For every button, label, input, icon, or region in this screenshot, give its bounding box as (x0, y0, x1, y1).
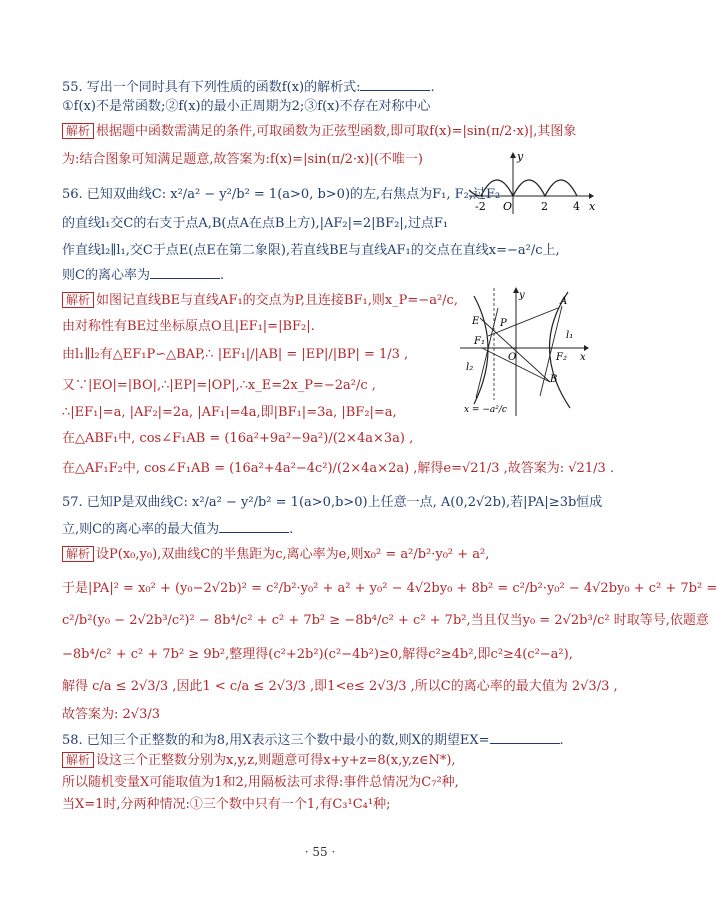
q56-line-3: 作直线l₂∥l₁,交C于点E(点E在第二象限),若直线BE与直线AF₁的交点在直线x=−a²/c上, (62, 243, 560, 258)
q56-solution-line-2: 由对称性有BE过坐标原点O且|EF₁|=|BF₂|. (62, 319, 315, 334)
q57-line-2: 立,则C的离心率的最大值为 . (62, 522, 294, 537)
fig2-label-x: x (580, 352, 586, 363)
answer-blank (360, 78, 430, 91)
fig1-x-label: x (589, 200, 596, 213)
abs-sine-graph-figure (465, 150, 595, 216)
fig1-tick-neg2: -2 (475, 200, 486, 213)
solution-tag: 解析 (62, 292, 94, 308)
q57-solution-line-4: −8b⁴/c² + c² + 7b² ≥ 9b²,整理得(c²+2b²)(c²−4b²)≥0,解得c²≥4b²,即c²≥4(c²−a²), (62, 647, 573, 662)
q56-line-4: 则C的离心率为 . (62, 268, 225, 283)
fig2-label-b: B (550, 374, 558, 385)
q58-solution-line-2: 所以随机变量X可能取值为1和2,用隔板法可求得:事件总情况为C₇²种, (62, 775, 459, 790)
q57-solution-line-5: 解得 c/a ≤ 2√3/3 ,因此1 < c/a ≤ 2√3/3 ,即1<e≤ 2√3/3 ,所以C的离心率的最大值为 2√3/3 , (62, 679, 618, 694)
q56-solution-line-1: 解析 如图记直线BE与直线AF₁的交点为P,且连接BF₁,则x_P=−a²/c, (62, 292, 452, 310)
q57-solution-line-1: 解析 设P(x₀,y₀),双曲线C的半焦距为c,离心率为e,则x₀² = a²/b²·y₀² + a², (62, 546, 622, 564)
solution-tag: 解析 (62, 752, 94, 768)
q56-solution-line-6: 在△ABF₁中, cos∠F₁AB = (16a²+9a²−9a²)/(2×4a×3a) , (62, 431, 414, 446)
answer-blank (150, 266, 220, 279)
q56-solution-line-5: ∴|EF₁|=a, |AF₂|=2a, |AF₁|=4a,即|BF₁|=3a, |BF₂|=a, (62, 405, 397, 420)
q55-line-1: 55. 写出一个同时具有下列性质的函数f(x)的解析式: . (62, 80, 435, 95)
q58-solution-line-3: 当X=1时,分两种情况:①三个数中只有一个1,有C₃¹C₄¹种; (62, 797, 391, 812)
q55-line-2: ①f(x)不是常函数;②f(x)的最小正周期为2;③f(x)不存在对称中心 (62, 99, 431, 114)
fig2-label-l2: l₂ (466, 362, 474, 373)
q56-solution-line-4: 又∵|EO|=|BO|,∴|EP|=|OP|,∴x_E=2x_P=−2a²/c , (62, 378, 376, 393)
q57-solution-line-3: c²/b²(y₀ − 2√2b³/c²)² − 8b⁴/c² + c² + 7b² ≥ −8b⁴/c² + c² + 7b²,当且仅当y₀ = 2√2b³/c² 时取等号,依题意 (62, 613, 709, 628)
hyperbola-figure (458, 286, 590, 420)
fig2-label-f1: F₁ (474, 336, 485, 347)
q56-solution-line-3: 由l₁∥l₂有△EF₁P∽△BAP,∴ |EF₁|/|AB| = |EP|/|BP| = 1/3 , (62, 347, 409, 362)
q57-solution-line-6: 故答案为: 2√3/3 (62, 707, 160, 722)
solution-tag: 解析 (62, 546, 94, 562)
q57-solution-line-2: 于是|PA|² = x₀² + (y₀−2√2b)² = c²/b²·y₀² + a² + y₀² − 4√2by₀ + 8b² = c²/b²·y₀² − 4√2by₀ + c² + 7b² = (62, 581, 717, 596)
answer-blank (490, 731, 560, 744)
solution-tag: 解析 (62, 123, 94, 139)
answer-blank (219, 520, 289, 533)
page-number: · 55 · (304, 845, 336, 859)
q55-solution-line-2: 为:结合图象可知满足题意,故答案为:f(x)=|sin(π/2·x)|(不唯一) (62, 152, 423, 167)
q55-solution-line-1: 解析 根据题中函数需满足的条件,可取函数为正弦型函数,即可取f(x)=|sin(π/2·x)|,其图象 (62, 123, 622, 141)
fig2-label-l1: l₁ (566, 330, 574, 341)
fig1-tick-origin: O (503, 200, 513, 213)
q56-line-1: 56. 已知双曲线C: x²/a² − y²/b² = 1(a>0, b>0)的左,右焦点为F₁, F₂,过F₂ (62, 187, 501, 202)
q57-line-1: 57. 已知P是双曲线C: x²/a² − y²/b² = 1(a>0,b>0)上任意一点, A(0,2√2b),若|PA|≥3b恒成 (62, 495, 603, 510)
fig2-label-y: y (519, 290, 525, 301)
q58-line-1: 58. 已知三个正整数的和为8,用X表示这三个数中最小的数,则X的期望EX= . (62, 733, 564, 748)
fig2-label-a: A (560, 296, 568, 307)
fig2-label-e: E (472, 316, 480, 327)
q56-solution-line-7: 在△AF₁F₂中, cos∠F₁AB = (16a²+4a²−4c²)/(2×4a×2a) ,解得e=√21/3 ,故答案为: √21/3 . (62, 461, 615, 476)
fig1-tick-4: 4 (573, 200, 580, 213)
q56-line-2: 的直线l₁交C的右支于点A,B(点A在点B上方),|AF₂|=2|BF₂|,过点F₁ (62, 216, 449, 231)
fig2-label-f2: F₂ (556, 352, 567, 363)
fig1-y-label: y (517, 150, 524, 163)
fig1-tick-2: 2 (541, 200, 548, 213)
q58-solution-line-1: 解析 设这三个正整数分别为x,y,z,则题意可得x+y+z=8(x,y,z∈N*), (62, 752, 622, 770)
fig2-line-label: x = −a²/c (464, 405, 507, 415)
fig2-label-o: O (508, 352, 517, 363)
fig2-label-p: P (500, 318, 507, 329)
